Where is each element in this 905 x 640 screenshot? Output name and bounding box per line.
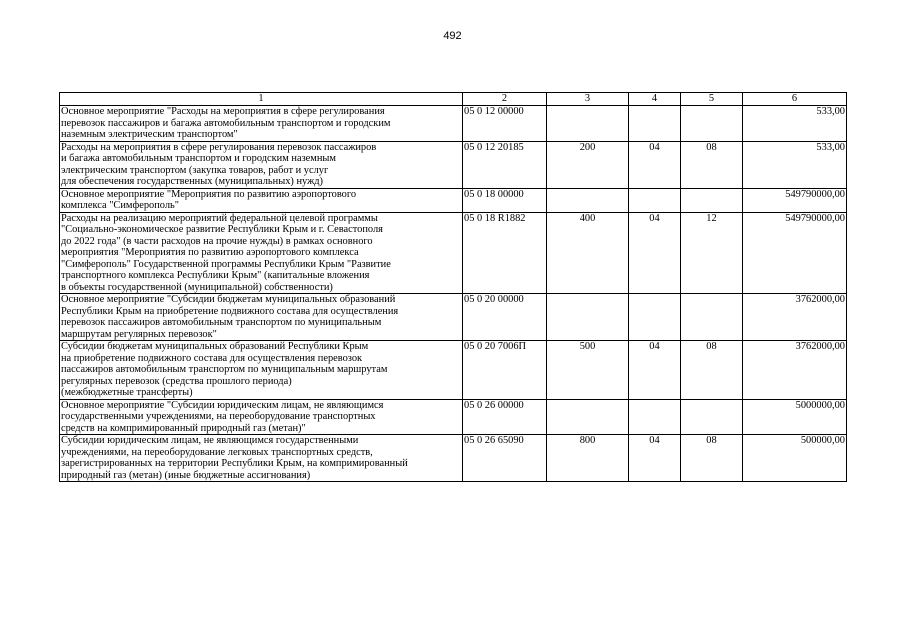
- header-cell-2: 2: [463, 93, 547, 106]
- row-description: Основное мероприятие "Субсидии бюджетам муниципальных образований Республики Крым на приобретение подвижного состава для осуществления перевозок пассажиров автомобильным транспортом по муниципальным маршрутам регулярных перевозок": [60, 294, 463, 341]
- row-code: 05 0 20 7006П: [463, 341, 547, 400]
- table-row: [60, 188, 847, 212]
- row-col5: [681, 294, 743, 341]
- row-col4: [629, 106, 681, 142]
- table-row: [60, 141, 847, 188]
- header-cell-4: 4: [629, 93, 681, 106]
- row-col3: 400: [547, 212, 629, 294]
- row-amount: 549790000,00: [743, 212, 847, 294]
- row-col4: 04: [629, 435, 681, 482]
- header-cell-3: 3: [547, 93, 629, 106]
- row-col3: [547, 399, 629, 435]
- row-description: Расходы на мероприятия в сфере регулирования перевозок пассажиров и багажа автомобильным транспортом и городским наземным электрическим транспортом (закупка товаров, работ и услуг для обеспечения государственных (муниципальных) нужд): [60, 141, 463, 188]
- row-col3: [547, 188, 629, 212]
- row-col3: [547, 106, 629, 142]
- row-amount: 3762000,00: [743, 294, 847, 341]
- budget-table: [59, 92, 847, 482]
- row-col4: 04: [629, 212, 681, 294]
- row-code: 05 0 12 00000: [463, 106, 547, 142]
- row-col3: [547, 294, 629, 341]
- row-description: Основное мероприятие "Субсидии юридическим лицам, не являющимся государственными учреждениями, на переоборудование транспортных средств на компримированный природный газ (метан)": [60, 399, 463, 435]
- header-cell-5: 5: [681, 93, 743, 106]
- page-number: 492: [443, 30, 462, 42]
- row-code: 05 0 20 00000: [463, 294, 547, 341]
- table-row: [60, 341, 847, 400]
- row-description: Основное мероприятие "Мероприятия по развитию аэропортового комплекса "Симферополь": [60, 188, 463, 212]
- row-amount: 500000,00: [743, 435, 847, 482]
- table-row: [60, 294, 847, 341]
- row-col5: 08: [681, 141, 743, 188]
- row-col5: [681, 188, 743, 212]
- row-code: 05 0 18 00000: [463, 188, 547, 212]
- header-cell-6: 6: [743, 93, 847, 106]
- header-row: [60, 93, 847, 106]
- row-col4: 04: [629, 141, 681, 188]
- row-description: Субсидии бюджетам муниципальных образований Республики Крым на приобретение подвижного состава для осуществления перевозок пассажиров автомобильным транспортом по муниципальным маршрутам регулярных перевозок (средства прошлого периода) (межбюджетные трансферты): [60, 341, 463, 400]
- row-amount: 533,00: [743, 106, 847, 142]
- table-row: [60, 106, 847, 142]
- row-col4: 04: [629, 341, 681, 400]
- row-description: Расходы на реализацию мероприятий федеральной целевой программы "Социально-экономическое развитие Республики Крым и г. Севастополя до 2022 года" (в части расходов на прочие нужды) в рамках основного мероприятия "Мероприятия по развитию аэропортового комплекса "Симферополь" Государственной программы Республики Крым "Развитие транспортного комплекса Республики Крым" (капитальные вложения в объекты государственной (муниципальной) собственности): [60, 212, 463, 294]
- row-description: Субсидии юридическим лицам, не являющимся государственными учреждениями, на переоборудование легковых транспортных средств, зарегистрированных на территории Республики Крым, на компримированный природный газ (метан) (иные бюджетные ассигнования): [60, 435, 463, 482]
- row-amount: 5000000,00: [743, 399, 847, 435]
- row-col3: 500: [547, 341, 629, 400]
- row-code: 05 0 26 65090: [463, 435, 547, 482]
- row-col4: [629, 399, 681, 435]
- row-code: 05 0 12 20185: [463, 141, 547, 188]
- row-col5: 12: [681, 212, 743, 294]
- row-col5: [681, 399, 743, 435]
- row-description: Основное мероприятие "Расходы на мероприятия в сфере регулирования перевозок пассажиров и багажа автомобильным транспортом и городским наземным электрическим транспортом": [60, 106, 463, 142]
- row-col5: 08: [681, 341, 743, 400]
- row-col4: [629, 188, 681, 212]
- row-col3: 200: [547, 141, 629, 188]
- row-amount: 549790000,00: [743, 188, 847, 212]
- row-col5: [681, 106, 743, 142]
- row-col3: 800: [547, 435, 629, 482]
- table-row: [60, 212, 847, 294]
- table-row: [60, 399, 847, 435]
- row-amount: 533,00: [743, 141, 847, 188]
- table-row: [60, 435, 847, 482]
- header-cell-1: 1: [60, 93, 463, 106]
- row-col5: 08: [681, 435, 743, 482]
- row-amount: 3762000,00: [743, 341, 847, 400]
- row-code: 05 0 18 R1882: [463, 212, 547, 294]
- row-col4: [629, 294, 681, 341]
- row-code: 05 0 26 00000: [463, 399, 547, 435]
